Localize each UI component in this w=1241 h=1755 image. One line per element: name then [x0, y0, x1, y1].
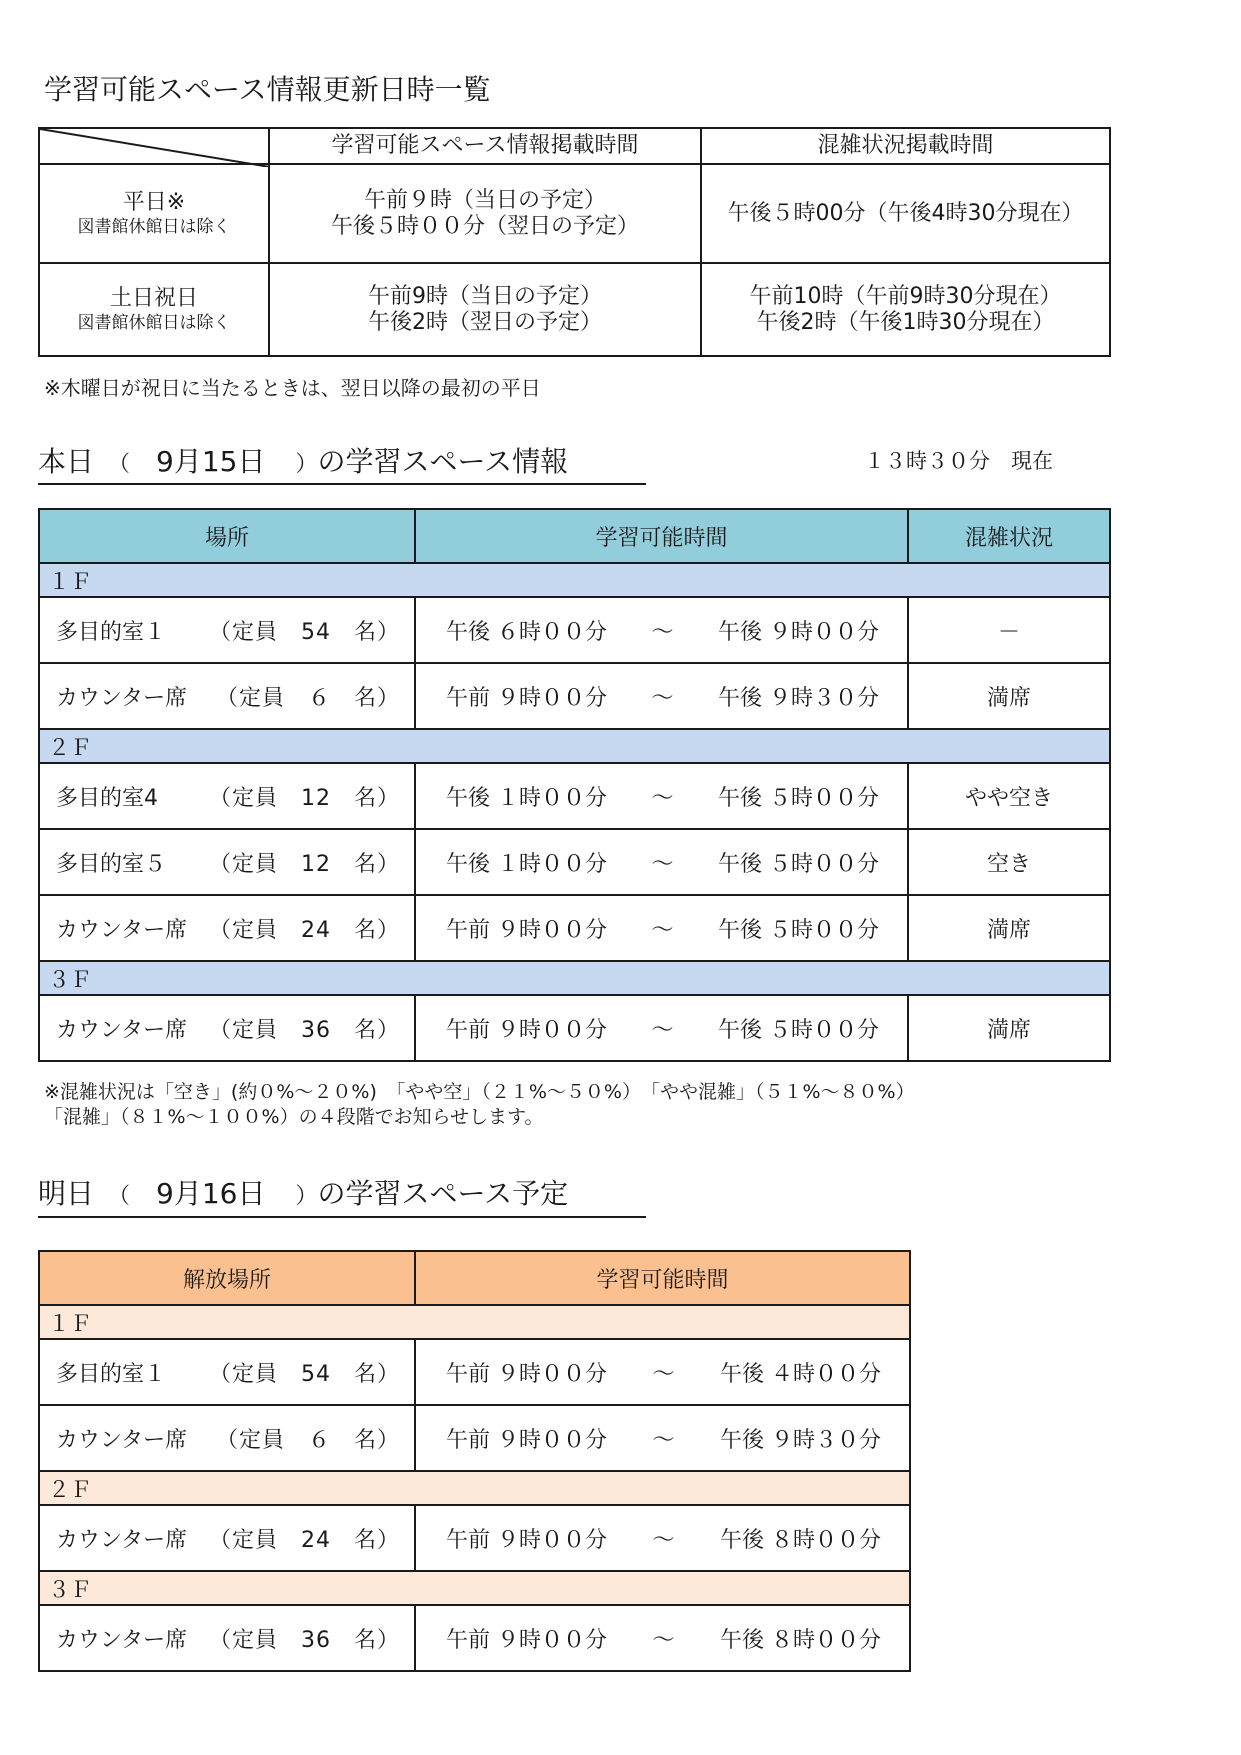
- open-paren: （: [108, 452, 131, 477]
- place-cell: [39, 895, 415, 961]
- time-cell: [415, 1405, 910, 1471]
- room-name: カウンター席: [56, 1017, 188, 1043]
- column-header: 場所: [39, 509, 415, 563]
- tomorrow-heading: [38, 1172, 568, 1212]
- room-name: 多目的室５: [56, 851, 167, 877]
- column-header: 混雑状況掲載時間: [701, 128, 1110, 164]
- diagonal-header-cell: [39, 128, 269, 164]
- row-label: 土日祝日: [109, 285, 198, 311]
- time-separator: ～: [651, 685, 674, 711]
- congestion-time-cell: [701, 263, 1110, 356]
- heading-underline: [38, 1216, 646, 1218]
- close-paren: ）: [295, 1184, 318, 1209]
- column-header: 学習可能スペース情報掲載時間: [269, 128, 701, 164]
- time-cell: [415, 1505, 910, 1571]
- time-separator: ～: [652, 1361, 675, 1387]
- end-time: 午後 ８時００分: [719, 1527, 881, 1553]
- room-capacity: （定員 54 名）: [209, 619, 400, 645]
- floor-label: ３Ｆ: [39, 1571, 910, 1605]
- row-label-holiday: [39, 263, 269, 356]
- status-cell: －: [908, 597, 1110, 663]
- time-separator: ～: [652, 1627, 675, 1653]
- posting-time-cell: [269, 164, 701, 263]
- status-cell: やや空き: [908, 763, 1110, 829]
- room-name: カウンター席: [56, 685, 188, 711]
- time-cell: [415, 1605, 910, 1671]
- diagonal-line: [40, 129, 270, 167]
- start-time: 午前 ９時００分: [446, 917, 607, 943]
- room-name: 多目的室１: [56, 1361, 167, 1387]
- room-capacity: （定員 36 名）: [209, 1627, 400, 1653]
- row-sublabel: 図書館休館日は除く: [77, 216, 231, 237]
- time-cell: [415, 1339, 910, 1405]
- time-separator: ～: [651, 785, 674, 811]
- update-schedule-table: [38, 127, 1111, 357]
- time-cell: [415, 763, 908, 829]
- posting-time-cell: [269, 263, 701, 356]
- column-header: 解放場所: [39, 1251, 415, 1305]
- today-table: [38, 508, 1111, 1062]
- row-sublabel: 図書館休館日は除く: [77, 312, 231, 333]
- time-cell: [415, 995, 908, 1061]
- place-cell: [39, 597, 415, 663]
- posting-line: 午後2時（翌日の予定）: [368, 309, 602, 335]
- status-cell: 満席: [908, 663, 1110, 729]
- room-capacity: （定員 54 名）: [209, 1361, 400, 1387]
- column-header: 混雑状況: [908, 509, 1110, 563]
- heading-date: 9月16日: [156, 1177, 266, 1210]
- current-time: １３時３０分 現在: [864, 449, 1053, 473]
- column-header: 学習可能時間: [415, 1251, 910, 1305]
- floor-label: １Ｆ: [39, 563, 1110, 597]
- start-time: 午前 ９時００分: [446, 685, 607, 711]
- room-capacity: （定員 24 名）: [209, 1527, 400, 1553]
- room-name: 多目的室１: [56, 619, 167, 645]
- time-separator: ～: [651, 851, 674, 877]
- room-name: カウンター席: [56, 1627, 188, 1653]
- end-time: 午後 ５時００分: [717, 785, 879, 811]
- heading-prefix: 本日: [38, 445, 95, 478]
- end-time: 午後 ５時００分: [717, 1017, 879, 1043]
- status-cell: 満席: [908, 895, 1110, 961]
- floor-label: ２Ｆ: [39, 729, 1110, 763]
- room-capacity: （定員 24 名）: [209, 917, 400, 943]
- floor-label: １Ｆ: [39, 1305, 910, 1339]
- time-separator: ～: [651, 1017, 674, 1043]
- place-cell: [39, 1605, 415, 1671]
- start-time: 午後 ６時００分: [446, 619, 607, 645]
- today-heading: [38, 440, 568, 480]
- floor-label: ２Ｆ: [39, 1471, 910, 1505]
- heading-underline: [38, 483, 646, 485]
- end-time: 午後 ４時００分: [719, 1361, 881, 1387]
- tomorrow-table: [38, 1250, 911, 1672]
- heading-prefix: 明日: [38, 1177, 95, 1210]
- place-cell: [39, 1339, 415, 1405]
- start-time: 午後 １時００分: [446, 785, 607, 811]
- schedule-note: ※木曜日が祝日に当たるときは、翌日以降の最初の平日: [44, 376, 541, 400]
- place-cell: [39, 995, 415, 1061]
- end-time: 午後 ９時３０分: [719, 1427, 881, 1453]
- heading-date: 9月15日: [156, 445, 266, 478]
- start-time: 午前 ９時００分: [446, 1627, 607, 1653]
- end-time: 午後 ９時００分: [717, 619, 879, 645]
- row-label-weekday: [39, 164, 269, 263]
- posting-line: 午前9時（当日の予定）: [368, 283, 602, 309]
- congestion-note: [44, 1080, 915, 1130]
- posting-line: 午前９時（当日の予定）: [363, 187, 606, 213]
- page-title: 学習可能スペース情報更新日時一覧: [44, 73, 491, 106]
- place-cell: [39, 763, 415, 829]
- room-capacity: （定員 ６ 名）: [215, 1427, 400, 1453]
- note-line: 「混雑」（８１%～１００%）の４段階でお知らせします。: [44, 1106, 544, 1128]
- room-capacity: （定員 36 名）: [209, 1017, 400, 1043]
- column-header: 学習可能時間: [415, 509, 908, 563]
- room-name: 多目的室4: [56, 785, 158, 811]
- room-capacity: （定員 12 名）: [209, 851, 400, 877]
- congestion-time-cell: [701, 164, 1110, 263]
- close-paren: ）: [295, 452, 318, 477]
- room-capacity: （定員 ６ 名）: [215, 685, 400, 711]
- congestion-line: 午後５時00分（午後4時30分現在）: [727, 200, 1084, 226]
- start-time: 午前 ９時００分: [446, 1527, 607, 1553]
- heading-suffix: の学習スペース情報: [317, 445, 569, 478]
- time-cell: [415, 895, 908, 961]
- end-time: 午後 ９時３０分: [717, 685, 879, 711]
- room-name: カウンター席: [56, 1427, 188, 1453]
- place-cell: [39, 829, 415, 895]
- end-time: 午後 ５時００分: [717, 917, 879, 943]
- time-separator: ～: [652, 1427, 675, 1453]
- time-cell: [415, 597, 908, 663]
- time-cell: [415, 663, 908, 729]
- place-cell: [39, 663, 415, 729]
- place-cell: [39, 1505, 415, 1571]
- note-line: ※混雑状況は「空き」(約０%～２０%) 「やや空」（２１%～５０%） 「やや混雑」（５１%～８０%）: [44, 1081, 915, 1103]
- start-time: 午前 ９時００分: [446, 1361, 607, 1387]
- posting-line: 午後５時００分（翌日の予定）: [330, 213, 639, 239]
- open-paren: （: [108, 1184, 131, 1209]
- room-name: カウンター席: [56, 1527, 188, 1553]
- end-time: 午後 ８時００分: [719, 1627, 881, 1653]
- room-name: カウンター席: [56, 917, 188, 943]
- place-cell: [39, 1405, 415, 1471]
- start-time: 午前 ９時００分: [446, 1427, 607, 1453]
- start-time: 午後 １時００分: [446, 851, 607, 877]
- time-separator: ～: [651, 917, 674, 943]
- time-separator: ～: [651, 619, 674, 645]
- start-time: 午前 ９時００分: [446, 1017, 607, 1043]
- time-separator: ～: [652, 1527, 675, 1553]
- heading-suffix: の学習スペース予定: [317, 1177, 569, 1210]
- status-cell: 空き: [908, 829, 1110, 895]
- end-time: 午後 ５時００分: [717, 851, 879, 877]
- congestion-line: 午後2時（午後1時30分現在）: [756, 309, 1055, 335]
- row-label: 平日※: [122, 189, 186, 215]
- time-cell: [415, 829, 908, 895]
- floor-label: ３Ｆ: [39, 961, 1110, 995]
- room-capacity: （定員 12 名）: [209, 785, 400, 811]
- congestion-line: 午前10時（午前9時30分現在）: [749, 283, 1062, 309]
- status-cell: 満席: [908, 995, 1110, 1061]
